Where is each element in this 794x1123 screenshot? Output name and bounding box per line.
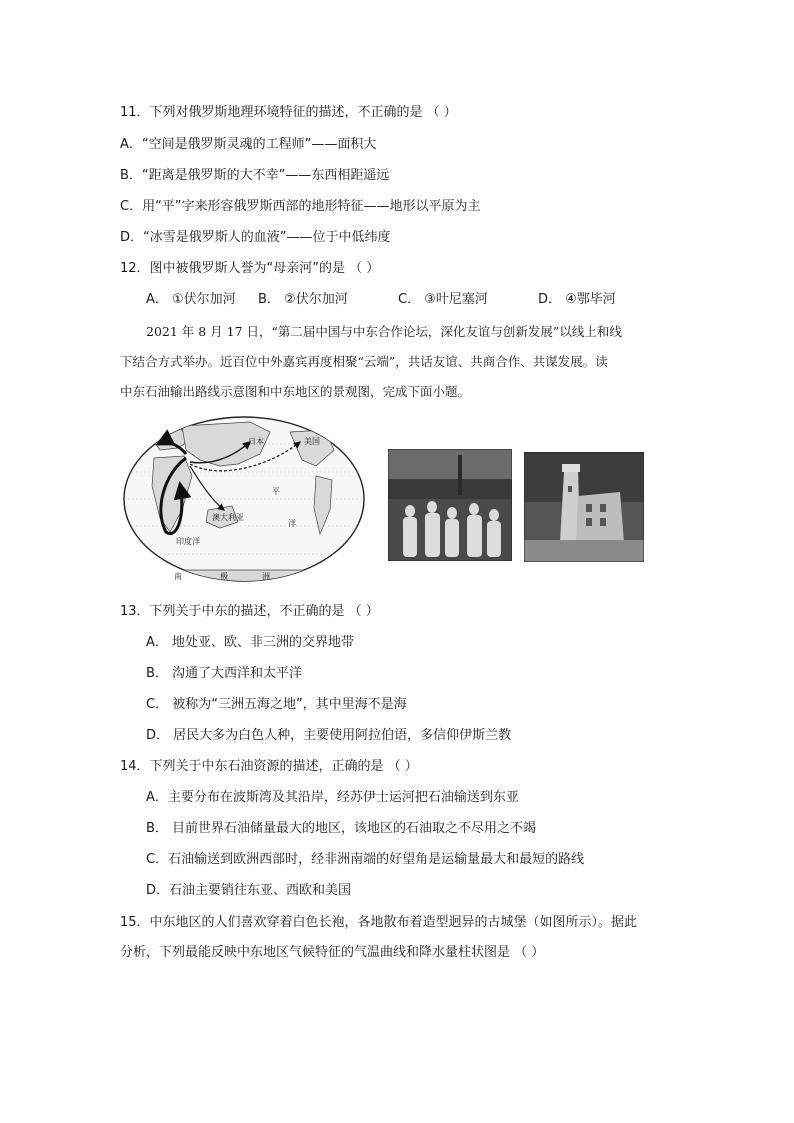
q13-option-c: C． 被称为“三洲五海之地”，其中里海不是海 (146, 697, 407, 712)
photo-white-robes (388, 449, 512, 561)
map-label-pacific-2: 洋 (288, 519, 296, 528)
map-label-indian-ocean: 印度洋 (176, 537, 200, 546)
oil-route-map (120, 414, 368, 584)
q14-stem: 14．下列关于中东石油资源的描述，正确的是 （ ） (120, 759, 418, 774)
q12-option-c: C． ③叶尼塞河 (398, 292, 488, 307)
map-label-australia: 澳大利亚 (212, 513, 244, 522)
q13-option-b: B． 沟通了大西洋和太平洋 (146, 666, 303, 681)
q12-stem: 12．图中被俄罗斯人誉为“母亲河”的是 （ ） (120, 261, 380, 276)
map-label-antarctica-2: 极 (220, 572, 228, 581)
q12-option-d: D． ④鄂毕河 (538, 292, 616, 307)
q11-stem: 11．下列对俄罗斯地理环境特征的描述，不正确的是 （ ） (120, 105, 457, 120)
q14-option-d: D．石油主要销往东亚、西欧和美国 (146, 883, 352, 898)
passage-line-1: 2021 年 8 月 17 日，“第二届中国与中东合作论坛，深化友谊与创新发展”以线上和线 (146, 324, 622, 339)
q14-option-c: C．石油输送到欧洲西部时，经非洲南端的好望角是运输量最大和最短的路线 (146, 852, 585, 867)
map-label-pacific-1: 平 (272, 487, 280, 496)
q11-option-a: A．“空间是俄罗斯灵魂的工程师”——面积大 (120, 137, 377, 152)
map-label-usa: 美国 (304, 437, 320, 446)
map-label-antarctica-1: 南 (174, 572, 182, 581)
q12-option-a: A． ①伏尔加河 (146, 292, 236, 307)
q11-option-d: D．“冰雪是俄罗斯人的血液”——位于中低纬度 (120, 230, 391, 245)
q13-option-d: D． 居民大多为白色人种，主要使用阿拉伯语，多信仰伊斯兰教 (146, 728, 512, 743)
map-label-japan: 日本 (248, 437, 264, 446)
q12-option-b: B． ②伏尔加河 (258, 292, 348, 307)
passage-line-3: 中东石油输出路线示意图和中东地区的景观图，完成下面小题。 (120, 384, 471, 399)
q11-option-c: C．用“平”字来形容俄罗斯西部的地形特征——地形以平原为主 (120, 199, 481, 214)
q11-option-b: B．“距离是俄罗斯的大不幸”——东西相距遥远 (120, 168, 390, 183)
q15-line-1: 15．中东地区的人们喜欢穿着白色长袍，各地散布着造型迥异的古城堡（如图所示）。据此 (120, 915, 638, 930)
map-label-antarctica-3: 洲 (262, 572, 270, 581)
passage-line-2: 下结合方式举办。近百位中外嘉宾再度相聚“云端”，共话友谊、共商合作、共谋发展。读 (120, 354, 608, 369)
map-antarctica (120, 570, 368, 584)
q13-stem: 13．下列关于中东的描述，不正确的是 （ ） (120, 604, 379, 619)
photo-ancient-castle (524, 452, 644, 562)
q13-option-a: A． 地处亚、欧、非三洲的交界地带 (146, 635, 355, 650)
q12-options (146, 291, 616, 309)
q15-line-2: 分析，下列最能反映中东地区气候特征的气温曲线和降水量柱状图是 （ ） (120, 945, 545, 960)
q14-option-a: A．主要分布在波斯湾及其沿岸，经苏伊士运河把石油输送到东亚 (146, 790, 519, 805)
q14-option-b: B． 目前世界石油储量最大的地区，该地区的石油取之不尽用之不竭 (146, 821, 537, 836)
